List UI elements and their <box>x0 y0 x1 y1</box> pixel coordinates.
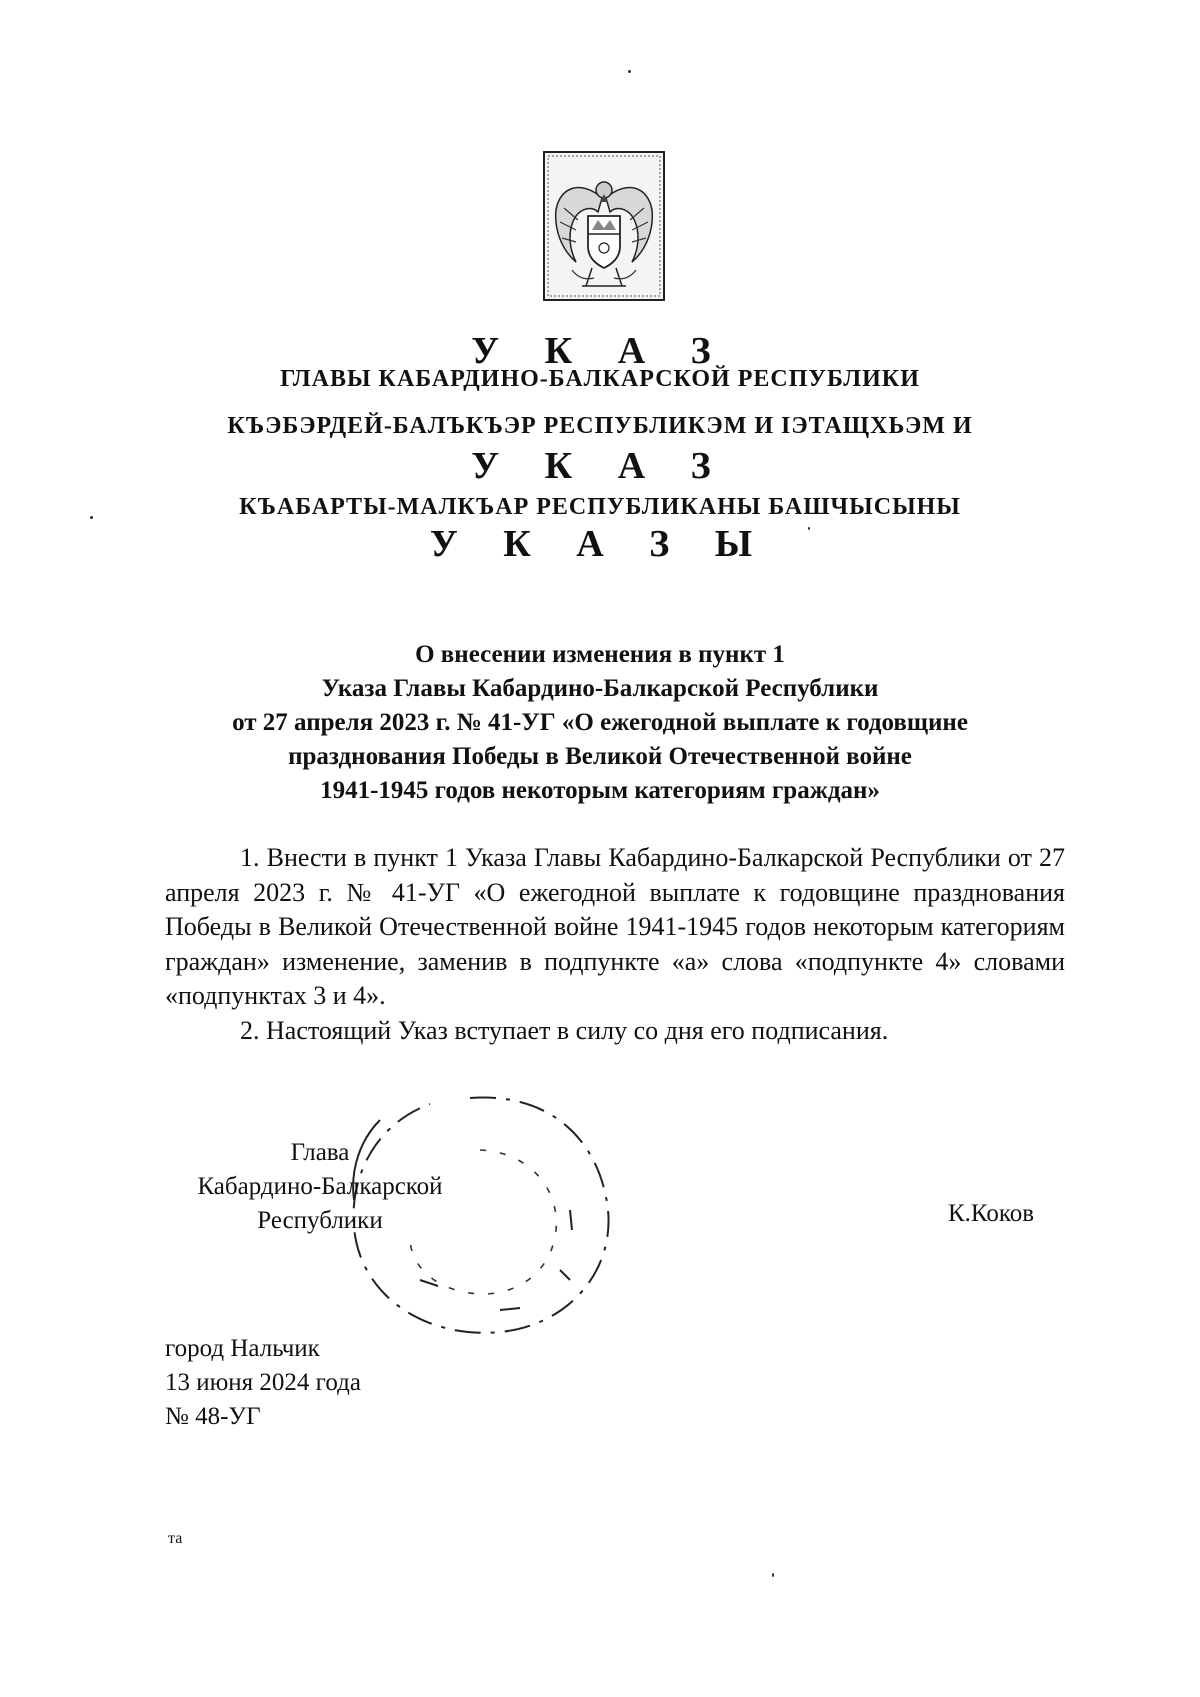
ukaz-heading-kab: У К А З <box>471 445 729 487</box>
signer-title-line: Кабардино-Балкарской <box>197 1173 443 1200</box>
scan-speck <box>808 527 810 530</box>
decree-date: 13 июня 2024 года <box>165 1369 361 1396</box>
ukaz-heading-bal: У К А З Ы <box>429 523 771 565</box>
ukaz-heading-ru: У К А З <box>471 330 729 372</box>
authority-bal: КЪАБАРТЫ-МАЛКЪАР РЕСПУБЛИКАНЫ БАШЧЫСЫНЫ <box>239 494 961 520</box>
scan-speck <box>772 1573 774 1577</box>
title-line: О внесении изменения в пункт 1 <box>415 641 785 668</box>
signer-title-line: Глава <box>290 1139 350 1166</box>
decree-number: № 48-УГ <box>165 1403 261 1430</box>
signer-title-line: Республики <box>257 1207 383 1234</box>
decree-title <box>140 638 1060 808</box>
title-line: Указа Главы Кабардино-Балкарской Республики <box>321 675 879 702</box>
city: город Нальчик <box>165 1335 320 1362</box>
title-line: празднования Победы в Великой Отечественной войне <box>288 743 912 770</box>
title-line: от 27 апреля 2023 г. № 41-УГ «О ежегодной выплате к годовщине <box>232 709 968 736</box>
decree-item-2: 2. Настоящий Указ вступает в силу со дня его подписания. <box>240 1015 889 1045</box>
title-line: 1941-1945 годов некоторым категориям граждан» <box>320 777 880 804</box>
authority-kab: КЪЭБЭРДЕЙ-БАЛЪКЪЭР РЕСПУБЛИКЭМ И IЭТАЩХЬЭМ И <box>227 413 973 439</box>
authority-ru: ГЛАВЫ КАБАРДИНО-БАЛКАРСКОЙ РЕСПУБЛИКИ <box>280 366 920 392</box>
scan-speck <box>628 70 631 73</box>
signer-title <box>165 1136 475 1238</box>
scan-speck <box>90 516 93 519</box>
decree-body <box>165 841 1065 1048</box>
executor-initials: та <box>168 1530 183 1547</box>
place-date-block <box>165 1332 361 1434</box>
signer-name: К.Коков <box>948 1200 1035 1227</box>
decree-item-1: 1. Внести в пункт 1 Указа Главы Кабардино-Балкарской Республики от 27 апреля 2023 г. № 41-УГ «О ежегодной выплате к годовщине празднования Победы в Великой Отечественной войне 1941-1945 годов некоторым категориям граждан» изменение, заменив в подпункте «а» слова «подпункте 4» словами «подпунктах 3 и 4». <box>165 843 1065 1010</box>
coat-of-arms-icon <box>542 150 666 302</box>
